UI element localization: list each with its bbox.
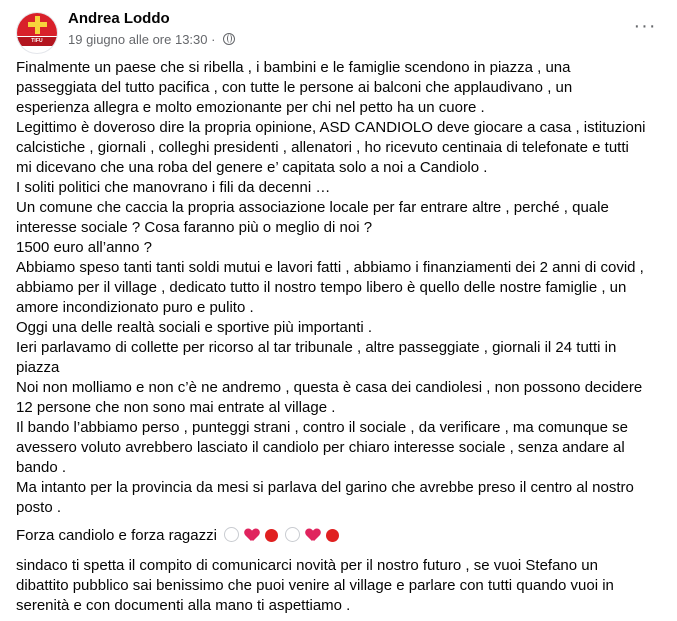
text-line: esperienza allegra e molto emozionante per chi nel petto ha un cuore .	[16, 99, 485, 116]
text-line: Noi non molliamo e non c’è ne andremo , questa è casa dei candiolesi , non possono decidere	[16, 379, 643, 396]
avatar-cross-horizontal	[28, 22, 47, 27]
avatar-label: TIFU CANDIOLO	[17, 37, 57, 46]
text-line: interesse sociale ? Cosa faranno più o meglio di noi ?	[16, 219, 373, 236]
cheer-line	[16, 526, 666, 548]
text-line: dibattito pubblico sai benissimo che puoi venire al village e parlare con tutti quando vuoi in	[16, 577, 614, 594]
text-line: amore incondizionato puro e pulito .	[16, 299, 254, 316]
text-line: abbiamo per il village , dedicato tutto il nostro tempo libero è quello delle nostre famiglie , un	[16, 279, 627, 296]
text-line: passeggiata del tutto pacifica , con tutte le persone ai balconi che applaudivano , un	[16, 79, 573, 96]
text-line: 12 persone che non sono mai entrate al village .	[16, 399, 336, 416]
text-line: Ma intanto per la provincia da mesi si parlava del garino che avrebbe preso il centro al nostro	[16, 479, 634, 496]
timestamp[interactable]: 19 giugno alle ore 13:30 ·	[68, 32, 216, 47]
text-line: Legittimo è doveroso dire la propria opinione, ASD CANDIOLO deve giocare a casa , istituzioni	[16, 119, 646, 136]
post-body	[16, 58, 666, 616]
text-line: serenità e con documenti alla mano ti aspettiamo .	[16, 597, 351, 614]
avatar[interactable]	[16, 12, 58, 54]
text-line: Il bando l’abbiamo perso , punteggi strani , contro il sociale , da verificare , ma comunque se	[16, 419, 628, 436]
white-heart-icon	[285, 527, 300, 542]
red-circle-icon	[265, 529, 278, 542]
text-line: I soliti politici che manovrano i fili da decenni …	[16, 179, 331, 196]
text-line: Ieri parlavamo di collette per ricorso al tar tribunale , altre passeggiate , giornali il 24 tutti in	[16, 339, 617, 356]
globe-icon[interactable]	[223, 33, 235, 45]
red-circle-icon	[326, 529, 339, 542]
text-line: Finalmente un paese che si ribella , i bambini e le famiglie scendono in piazza , una	[16, 59, 571, 76]
cheer-text: Forza candiolo e forza ragazzi	[16, 527, 217, 544]
text-line: posto .	[16, 499, 62, 516]
text-line: calcistiche , giornali , colleghi presidenti , allenatori , ho ricevuto centinaia di telefonate e tutti	[16, 139, 629, 156]
text-line: Oggi una delle realtà sociali e sportive più importanti .	[16, 319, 373, 336]
closing-paragraph	[16, 556, 666, 616]
red-heart-icon	[245, 529, 259, 542]
text-line: piazza	[16, 359, 60, 376]
emoji-group	[223, 527, 340, 548]
white-heart-icon	[224, 527, 239, 542]
author-name[interactable]: Andrea Loddo	[68, 10, 170, 27]
text-line: sindaco ti spetta il compito di comunicarci novità per il nostro futuro , se vuoi Stefano un	[16, 557, 598, 574]
post-header	[12, 8, 665, 52]
post-paragraph	[16, 58, 666, 518]
text-line: bando .	[16, 459, 67, 476]
text-line: avessero voluto avrebbero lasciato il candiolo per chiaro interesse sociale , senza andare al	[16, 439, 625, 456]
post-meta	[68, 32, 235, 47]
text-line: Un comune che caccia la propria associazione locale per far entrare altre , perché , quale	[16, 199, 609, 216]
text-line: Abbiamo speso tanti tanti soldi mutui e lavori fatti , abbiamo i finanziamenti dei 2 anni di covid ,	[16, 259, 644, 276]
text-line: 1500 euro all’anno ?	[16, 239, 152, 256]
more-options-icon[interactable]: ···	[633, 15, 657, 37]
red-heart-icon	[306, 529, 320, 542]
text-line: mi dicevano che una roba del genere e’ capitata solo a noi a Candiolo .	[16, 159, 488, 176]
